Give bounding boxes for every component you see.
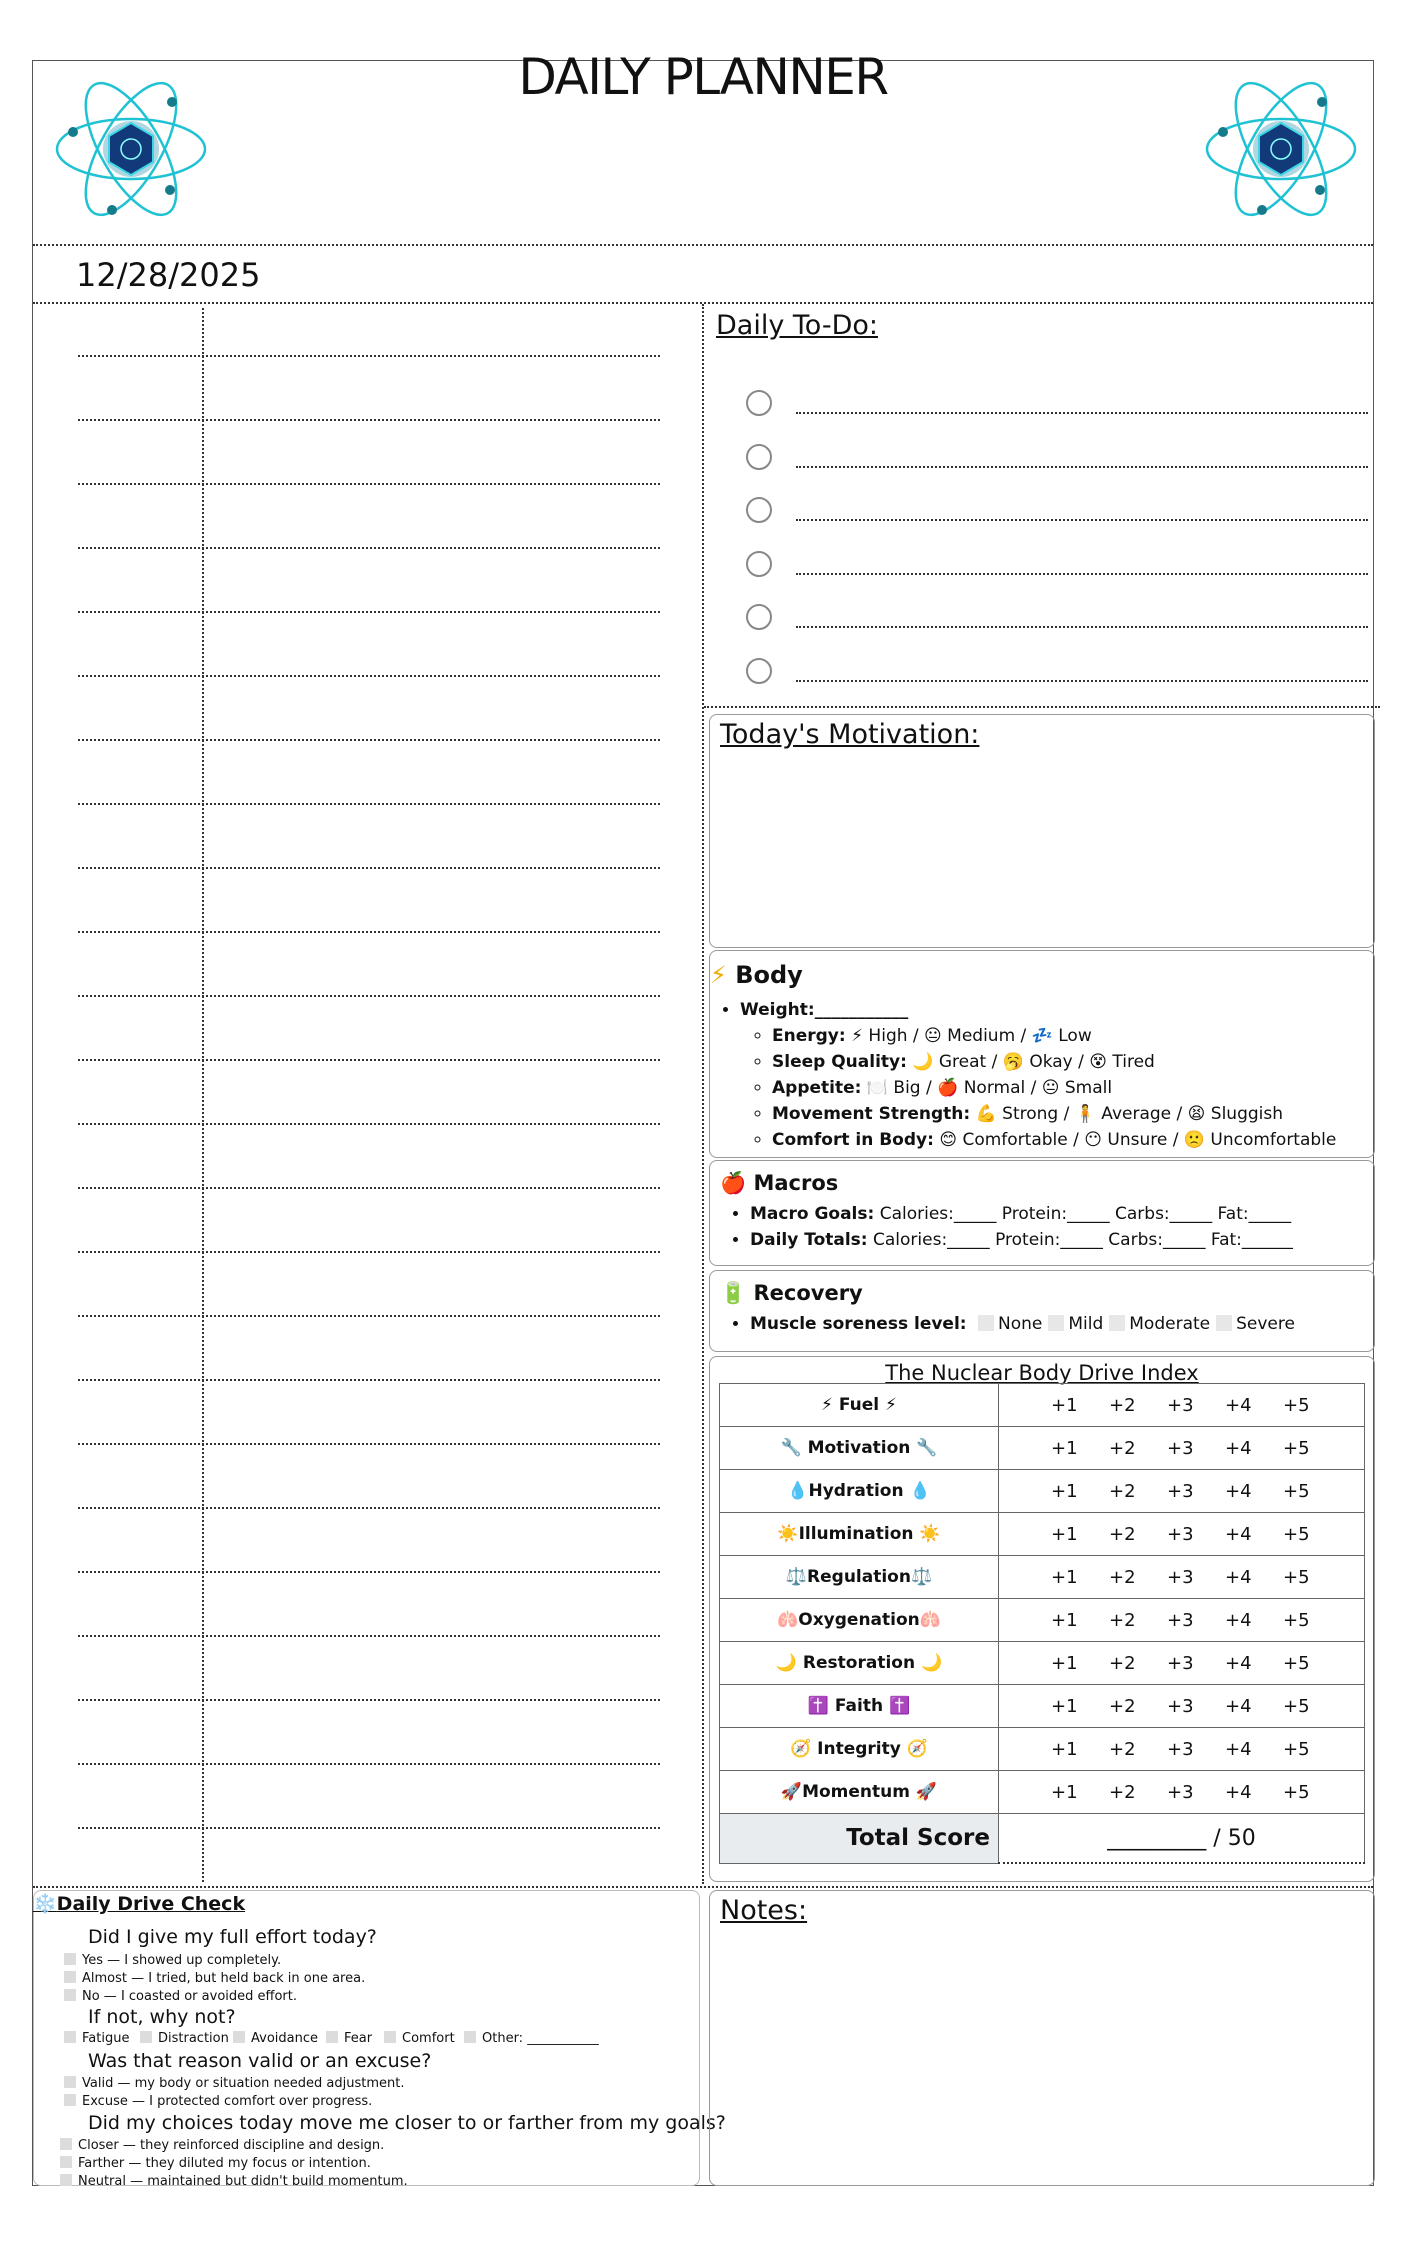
schedule-line[interactable] (78, 1571, 660, 1573)
daily-totals-row[interactable]: • Daily Totals: Calories:_____ Protein:_____ Carbs:_____ Fat:______ (750, 1227, 1370, 1253)
todo-checkbox[interactable] (746, 604, 772, 630)
index-point-option[interactable]: +5 (1283, 1480, 1310, 1502)
todo-heading: Daily To-Do: (716, 310, 878, 341)
index-point-option[interactable]: +5 (1283, 1566, 1310, 1588)
index-point-option[interactable]: +3 (1167, 1652, 1194, 1674)
body-items-list (740, 1023, 1370, 1153)
todo-line[interactable] (796, 519, 1368, 521)
body-item (772, 1049, 1370, 1075)
macro-goals-row[interactable]: • Macro Goals: Calories:_____ Protein:_____ Carbs:_____ Fat:_____ (750, 1201, 1370, 1227)
soreness-row: • Muscle soreness level: None Mild Moderate Severe (750, 1311, 1370, 1337)
drive-option[interactable] (64, 2076, 404, 2091)
index-row-label: ✝️ Faith ✝️ (720, 1685, 999, 1728)
index-total-row (720, 1814, 1365, 1864)
index-point-option[interactable]: +2 (1109, 1480, 1136, 1502)
drive-option[interactable] (233, 2031, 318, 2046)
index-point-option[interactable]: +1 (1051, 1609, 1078, 1631)
body-item (772, 1023, 1370, 1049)
drive-checkbox[interactable] (64, 1953, 76, 1965)
drive-checkbox[interactable] (326, 2031, 338, 2043)
schedule-line[interactable] (78, 1763, 660, 1765)
drive-question: Was that reason valid or an excuse? (88, 2050, 432, 2072)
apple-icon: 🍎 (720, 1171, 747, 1195)
index-point-option[interactable]: +2 (1109, 1781, 1136, 1803)
index-point-option[interactable]: +2 (1109, 1523, 1136, 1545)
drive-option-label: Yes — I showed up completely. (82, 1953, 282, 1968)
index-row-label: ⚡ Fuel ⚡ (720, 1384, 999, 1427)
body-item-options[interactable]: 🌙 Great / 🥱 Okay / 😵 Tired (912, 1052, 1155, 1072)
index-point-option[interactable]: +1 (1051, 1652, 1078, 1674)
index-title: The Nuclear Body Drive Index (885, 1361, 1199, 1385)
index-point-option[interactable]: +2 (1109, 1652, 1136, 1674)
index-point-option[interactable]: +4 (1225, 1652, 1252, 1674)
schedule-line[interactable] (78, 1699, 660, 1701)
drive-option[interactable] (64, 1953, 281, 1968)
index-point-option[interactable]: +2 (1109, 1609, 1136, 1631)
index-row-label: ⚖️Regulation⚖️ (720, 1556, 999, 1599)
index-point-option[interactable]: +1 (1051, 1523, 1078, 1545)
body-heading: ⚡ Body (710, 961, 803, 989)
body-item-options[interactable]: ⚡ High / 😐 Medium / 💤 Low (851, 1026, 1092, 1046)
drive-checkbox[interactable] (60, 2174, 72, 2186)
index-point-option[interactable]: +3 (1167, 1437, 1194, 1459)
soreness-option-label: Moderate (1129, 1314, 1211, 1334)
soreness-option[interactable] (1048, 1314, 1103, 1334)
recovery-heading: 🔋 Recovery (720, 1281, 863, 1305)
index-points (999, 1470, 1365, 1513)
index-row-label: 🔧 Motivation 🔧 (720, 1427, 999, 1470)
footer-divider (33, 1886, 1373, 1888)
index-points (999, 1771, 1365, 1814)
index-row (720, 1384, 1365, 1427)
soreness-option[interactable] (978, 1314, 1042, 1334)
schedule-line[interactable] (78, 1635, 660, 1637)
index-point-option[interactable]: +5 (1283, 1738, 1310, 1760)
index-row (720, 1470, 1365, 1513)
index-row (720, 1427, 1365, 1470)
index-row-label: 🌙 Restoration 🌙 (720, 1642, 999, 1685)
body-item-options[interactable]: 😊 Comfortable / 😶 Unsure / 🙁 Uncomfortable (939, 1130, 1337, 1150)
index-point-option[interactable]: +5 (1283, 1781, 1310, 1803)
index-point-option[interactable]: +3 (1167, 1394, 1194, 1416)
soreness-option-label: None (998, 1314, 1043, 1334)
drive-option-label: No — I coasted or avoided effort. (82, 1989, 298, 2004)
index-point-option[interactable]: +4 (1225, 1480, 1252, 1502)
index-point-option[interactable]: +3 (1167, 1695, 1194, 1717)
index-point-option[interactable]: +3 (1167, 1609, 1194, 1631)
schedule-line[interactable] (78, 675, 660, 677)
drive-question: If not, why not? (88, 2006, 236, 2028)
drive-option[interactable] (60, 2138, 384, 2153)
drive-option-label: Valid — my body or situation needed adjustment. (82, 2076, 405, 2091)
schedule-line[interactable] (78, 931, 660, 933)
index-point-option[interactable]: +4 (1225, 1566, 1252, 1588)
drive-checkbox[interactable] (64, 1989, 76, 2001)
todo-line[interactable] (796, 466, 1368, 468)
schedule-line[interactable] (78, 1123, 660, 1125)
drive-checkbox[interactable] (140, 2031, 152, 2043)
drive-question: Did I give my full effort today? (88, 1926, 377, 1948)
index-row (720, 1642, 1365, 1685)
index-points (999, 1556, 1365, 1599)
todo-checkbox[interactable] (746, 497, 772, 523)
total-score-label: Total Score (720, 1814, 999, 1864)
soreness-checkbox[interactable] (1048, 1315, 1064, 1331)
index-point-option[interactable]: +3 (1167, 1738, 1194, 1760)
body-item (772, 1127, 1370, 1153)
soreness-option[interactable] (1216, 1314, 1295, 1334)
drive-option[interactable] (60, 2156, 371, 2171)
todo-checkbox[interactable] (746, 444, 772, 470)
drive-option[interactable] (140, 2031, 229, 2046)
todo-line[interactable] (796, 412, 1368, 414)
lightning-icon: ⚡ (710, 961, 727, 989)
drive-check-heading: ❄️Daily Drive Check (33, 1893, 246, 1915)
schedule-line[interactable] (78, 739, 660, 741)
index-point-option[interactable]: +3 (1167, 1480, 1194, 1502)
schedule-line[interactable] (78, 995, 660, 997)
index-row-label: 🚀Momentum 🚀 (720, 1771, 999, 1814)
body-item-label: Movement Strength: (772, 1104, 971, 1124)
drive-option[interactable] (464, 2031, 599, 2046)
schedule-line[interactable] (78, 1251, 660, 1253)
macros-heading: 🍎 Macros (720, 1171, 839, 1195)
index-row-label: 🫁Oxygenation🫁 (720, 1599, 999, 1642)
index-point-option[interactable]: +2 (1109, 1437, 1136, 1459)
schedule-line[interactable] (78, 611, 660, 613)
drive-option-label: Almost — I tried, but held back in one area. (82, 1971, 366, 1986)
index-point-option[interactable]: +5 (1283, 1394, 1310, 1416)
drive-option[interactable] (64, 1989, 297, 2004)
index-point-option[interactable]: +1 (1051, 1738, 1078, 1760)
drive-option-label: Distraction (158, 2031, 229, 2046)
index-point-option[interactable]: +5 (1283, 1523, 1310, 1545)
schedule-line[interactable] (78, 1443, 660, 1445)
index-row-label: ☀️Illumination ☀️ (720, 1513, 999, 1556)
index-row-label: 🧭 Integrity 🧭 (720, 1728, 999, 1771)
todo-line[interactable] (796, 626, 1368, 628)
index-row (720, 1599, 1365, 1642)
index-point-option[interactable]: +3 (1167, 1566, 1194, 1588)
drive-option-label: Closer — they reinforced discipline and design. (78, 2138, 385, 2153)
drive-checkbox[interactable] (64, 2076, 76, 2088)
index-point-option[interactable]: +5 (1283, 1437, 1310, 1459)
schedule-time-divider (202, 308, 204, 1882)
schedule-line[interactable] (78, 1379, 660, 1381)
index-point-option[interactable]: +1 (1051, 1695, 1078, 1717)
index-point-option[interactable]: +1 (1051, 1480, 1078, 1502)
drive-option-label: Neutral — maintained but didn't build momentum. (78, 2174, 408, 2189)
body-item-options[interactable]: 🍽️ Big / 🍎 Normal / 😐 Small (866, 1078, 1113, 1098)
index-row (720, 1771, 1365, 1814)
schedule-line[interactable] (78, 547, 660, 549)
body-item-label: Energy: (772, 1026, 846, 1046)
notes-heading: Notes: (720, 1895, 808, 1926)
drive-option[interactable] (64, 2031, 129, 2046)
schedule-line[interactable] (78, 1507, 660, 1509)
body-item-options[interactable]: 💪 Strong / 🧍 Average / 😫 Sluggish (975, 1104, 1284, 1124)
index-point-option[interactable]: +4 (1225, 1738, 1252, 1760)
todo-line[interactable] (796, 680, 1368, 682)
drive-option-label: Other: ___________ (482, 2031, 599, 2046)
drive-checkbox[interactable] (233, 2031, 245, 2043)
notes-card[interactable] (709, 1890, 1375, 2186)
index-point-option[interactable]: +4 (1225, 1609, 1252, 1631)
column-divider (702, 304, 704, 1884)
soreness-checkbox[interactable] (1216, 1315, 1232, 1331)
soreness-option-label: Mild (1068, 1314, 1104, 1334)
schedule-line[interactable] (78, 355, 660, 357)
macros-card (709, 1160, 1375, 1266)
todo-checkbox[interactable] (746, 551, 772, 577)
index-point-option[interactable]: +5 (1283, 1652, 1310, 1674)
index-row (720, 1513, 1365, 1556)
index-point-option[interactable]: +4 (1225, 1781, 1252, 1803)
index-row (720, 1685, 1365, 1728)
schedule-line[interactable] (78, 1059, 660, 1061)
soreness-option[interactable] (1109, 1314, 1210, 1334)
body-item (772, 1101, 1370, 1127)
soreness-checkbox[interactable] (978, 1315, 994, 1331)
motivation-card[interactable] (709, 714, 1375, 948)
index-row-label: 💧Hydration 💧 (720, 1470, 999, 1513)
motivation-heading: Today's Motivation: (720, 719, 980, 750)
index-point-option[interactable]: +3 (1167, 1523, 1194, 1545)
drive-option-label: Fear (344, 2031, 373, 2046)
soreness-checkbox[interactable] (1109, 1315, 1125, 1331)
index-point-option[interactable]: +1 (1051, 1781, 1078, 1803)
index-point-option[interactable]: +2 (1109, 1394, 1136, 1416)
drive-checkbox[interactable] (64, 2031, 76, 2043)
drive-checkbox[interactable] (464, 2031, 476, 2043)
snowflake-icon: ❄️ (33, 1893, 57, 1915)
index-point-option[interactable]: +1 (1051, 1394, 1078, 1416)
todo-line[interactable] (796, 573, 1368, 575)
schedule-line[interactable] (78, 483, 660, 485)
index-point-option[interactable]: +4 (1225, 1695, 1252, 1717)
recovery-card (709, 1270, 1375, 1352)
header-divider (33, 244, 1373, 246)
body-item-label: Comfort in Body: (772, 1130, 934, 1150)
drive-option-label: Fatigue (82, 2031, 130, 2046)
index-table (719, 1383, 1365, 1864)
date-field[interactable]: 12/28/2025 (76, 256, 261, 294)
index-point-option[interactable]: +2 (1109, 1695, 1136, 1717)
index-point-option[interactable]: +2 (1109, 1738, 1136, 1760)
schedule-line[interactable] (78, 1187, 660, 1189)
index-point-option[interactable]: +5 (1283, 1695, 1310, 1717)
index-points (999, 1427, 1365, 1470)
drive-checkbox[interactable] (60, 2156, 72, 2168)
total-score-field[interactable]: _________ / 50 (999, 1814, 1365, 1864)
index-point-option[interactable]: +1 (1051, 1437, 1078, 1459)
index-point-option[interactable]: +4 (1225, 1523, 1252, 1545)
index-row (720, 1728, 1365, 1771)
todo-divider (704, 706, 1380, 708)
drive-option[interactable] (64, 1971, 365, 1986)
drive-checkbox[interactable] (64, 1971, 76, 1983)
battery-icon: 🔋 (720, 1281, 747, 1305)
body-item-label: Appetite: (772, 1078, 862, 1098)
schedule-line[interactable] (78, 803, 660, 805)
index-row (720, 1556, 1365, 1599)
index-points (999, 1384, 1365, 1427)
schedule-line[interactable] (78, 867, 660, 869)
index-point-option[interactable]: +5 (1283, 1609, 1310, 1631)
schedule-line[interactable] (78, 419, 660, 421)
drive-option-label: Avoidance (251, 2031, 318, 2046)
drive-checkbox[interactable] (64, 2094, 76, 2106)
index-points (999, 1685, 1365, 1728)
index-point-option[interactable]: +1 (1051, 1566, 1078, 1588)
drive-checkbox[interactable] (384, 2031, 396, 2043)
soreness-option-label: Severe (1236, 1314, 1295, 1334)
schedule-line[interactable] (78, 1827, 660, 1829)
index-points (999, 1513, 1365, 1556)
drive-question: Did my choices today move me closer to or farther from my goals? (88, 2112, 726, 2134)
index-points (999, 1599, 1365, 1642)
body-item-label: Sleep Quality: (772, 1052, 907, 1072)
index-points (999, 1728, 1365, 1771)
drive-checkbox[interactable] (60, 2138, 72, 2150)
index-point-option[interactable]: +2 (1109, 1566, 1136, 1588)
index-points (999, 1642, 1365, 1685)
index-point-option[interactable]: +3 (1167, 1781, 1194, 1803)
body-item (772, 1075, 1370, 1101)
drive-option-label: Farther — they diluted my focus or intention. (78, 2156, 371, 2171)
weight-field[interactable]: • Weight:___________ (740, 997, 1370, 1023)
index-point-option[interactable]: +4 (1225, 1437, 1252, 1459)
index-point-option[interactable]: +4 (1225, 1394, 1252, 1416)
drive-option[interactable] (60, 2174, 408, 2189)
body-card (709, 950, 1375, 1158)
schedule-line[interactable] (78, 1315, 660, 1317)
page-title: DAILY PLANNER (518, 48, 888, 106)
drive-option-label: Comfort (402, 2031, 455, 2046)
drive-option-label: Excuse — I protected comfort over progress. (82, 2094, 373, 2109)
drive-option[interactable] (384, 2031, 455, 2046)
todo-checkbox[interactable] (746, 390, 772, 416)
drive-option[interactable] (326, 2031, 372, 2046)
drive-option[interactable] (64, 2094, 372, 2109)
todo-checkbox[interactable] (746, 658, 772, 684)
